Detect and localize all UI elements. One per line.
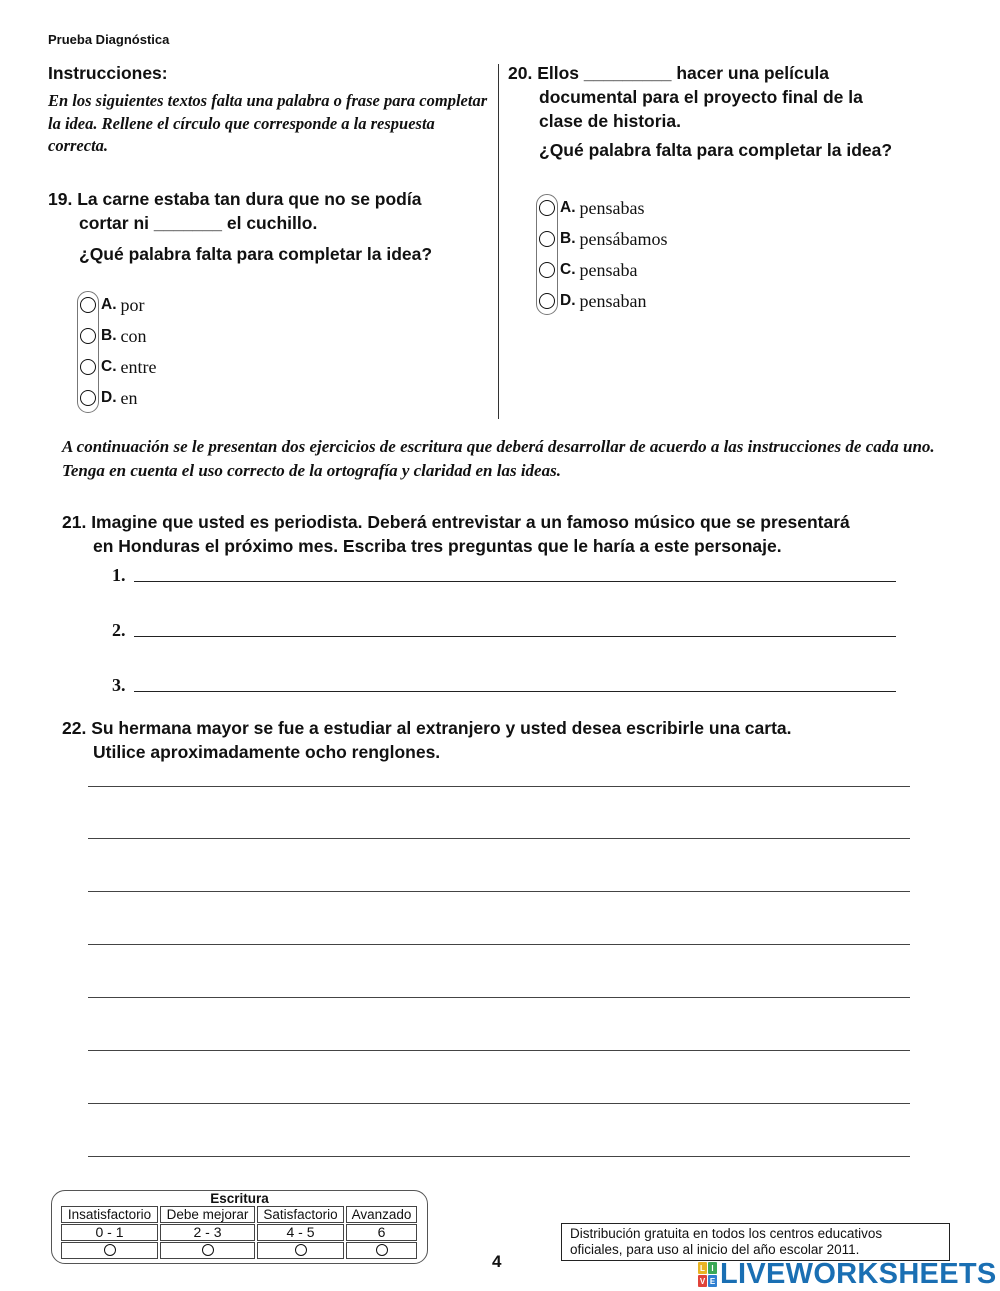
q20-option-d[interactable]: D. pensaban [536, 289, 646, 313]
rubric-header: Debe mejorar [160, 1206, 255, 1223]
answer-line[interactable] [134, 581, 896, 582]
q19-text-line1: 19. La carne estaba tan dura que no se podía [48, 189, 422, 209]
letter-line-4[interactable] [88, 944, 910, 945]
liveworksheets-badge-icon: L I V E [699, 1263, 716, 1286]
rubric-radio-cell[interactable] [257, 1242, 344, 1259]
q21-text-line2: en Honduras el próximo mes. Escriba tres preguntas que le haría a este personaje. [93, 536, 782, 556]
distribution-note [561, 1223, 950, 1261]
q19-option-d[interactable]: D. en [77, 386, 138, 410]
q20-option-c[interactable]: C. pensaba [536, 258, 637, 282]
q19-options [77, 291, 197, 413]
rubric-header: Insatisfactorio [61, 1206, 158, 1223]
radio-circle-icon[interactable] [376, 1244, 388, 1256]
page-number: 4 [492, 1252, 502, 1271]
radio-circle-icon[interactable] [80, 390, 96, 406]
writing-rubric [51, 1190, 428, 1264]
radio-circle-icon[interactable] [202, 1244, 214, 1256]
radio-circle-icon[interactable] [80, 359, 96, 375]
radio-circle-icon[interactable] [80, 328, 96, 344]
answer-line[interactable] [134, 691, 896, 692]
radio-circle-icon[interactable] [104, 1244, 116, 1256]
answer-line[interactable] [134, 636, 896, 637]
radio-circle-icon[interactable] [295, 1244, 307, 1256]
letter-line-7[interactable] [88, 1103, 910, 1104]
radio-circle-icon[interactable] [80, 297, 96, 313]
instructions-title: Instrucciones: [48, 63, 168, 83]
column-divider [498, 64, 499, 419]
q19-option-b[interactable]: B. con [77, 324, 147, 348]
letter-line-8[interactable] [88, 1156, 910, 1157]
q21-answer-3[interactable]: 3. [112, 675, 896, 696]
radio-circle-icon[interactable] [539, 200, 555, 216]
q21-text-line1: 21. Imagine que usted es periodista. Deberá entrevistar a un famoso músico que se presentará [62, 512, 850, 532]
distribution-line-2: oficiales, para uso al inicio del año escolar 2011. [570, 1242, 860, 1257]
rubric-range: 2 - 3 [160, 1224, 255, 1241]
q22-text-line2: Utilice aproximadamente ocho renglones. [93, 742, 441, 762]
rubric-title: Escritura [210, 1191, 269, 1206]
radio-circle-icon[interactable] [539, 293, 555, 309]
rubric-radio-cell[interactable] [346, 1242, 417, 1259]
rubric-range: 6 [346, 1224, 417, 1241]
q20-text-line3: clase de historia. [539, 111, 682, 131]
q19-text-line2: cortar ni _______ el cuchillo. [79, 213, 318, 233]
q20-options [536, 194, 696, 316]
rubric-header: Satisfactorio [257, 1206, 344, 1223]
rubric-grid [61, 1206, 419, 1260]
rubric-range: 4 - 5 [257, 1224, 344, 1241]
q22-text-line1: 22. Su hermana mayor se fue a estudiar al extranjero y usted desea escribirle una carta. [62, 718, 792, 738]
q20-option-b[interactable]: B. pensábamos [536, 227, 667, 251]
q21-answer-1[interactable]: 1. [112, 565, 896, 586]
document-header: Prueba Diagnóstica [48, 32, 170, 47]
letter-line-6[interactable] [88, 1050, 910, 1051]
letter-line-2[interactable] [88, 838, 910, 839]
rubric-radio-cell[interactable] [160, 1242, 255, 1259]
q20-prompt: ¿Qué palabra falta para completar la idea? [539, 140, 893, 160]
letter-line-5[interactable] [88, 997, 910, 998]
letter-line-3[interactable] [88, 891, 910, 892]
q20-text-line2: documental para el proyecto final de la [539, 87, 863, 107]
q19-prompt: ¿Qué palabra falta para completar la idea? [79, 244, 433, 264]
q19-option-c[interactable]: C. entre [77, 355, 156, 379]
q21-answer-2[interactable]: 2. [112, 620, 896, 641]
rubric-range: 0 - 1 [61, 1224, 158, 1241]
instructions-text: En los siguientes textos falta una palabra o frase para completar la idea. Rellene el círculo que corresponde a la respuesta correcta. [48, 91, 488, 155]
q20-text-line1: 20. Ellos _________ hacer una película [508, 63, 830, 83]
distribution-line-1: Distribución gratuita en todos los centros educativos [570, 1226, 883, 1241]
liveworksheets-wordmark: LIVEWORKSHEETS [720, 1258, 997, 1290]
rubric-radio-cell[interactable] [61, 1242, 158, 1259]
radio-circle-icon[interactable] [539, 231, 555, 247]
rubric-header: Avanzado [346, 1206, 417, 1223]
letter-line-1[interactable] [88, 786, 910, 787]
radio-circle-icon[interactable] [539, 262, 555, 278]
writing-instructions: A continuación se le presentan dos ejercicios de escritura que deberá desarrollar de acuerdo a las instrucciones de cada uno. Tenga en cuenta el uso correcto de la ortografía y claridad en las ideas. [62, 437, 935, 480]
q19-option-a[interactable]: A. por [77, 293, 145, 317]
q20-option-a[interactable]: A. pensabas [536, 196, 644, 220]
liveworksheets-logo [698, 1258, 997, 1291]
